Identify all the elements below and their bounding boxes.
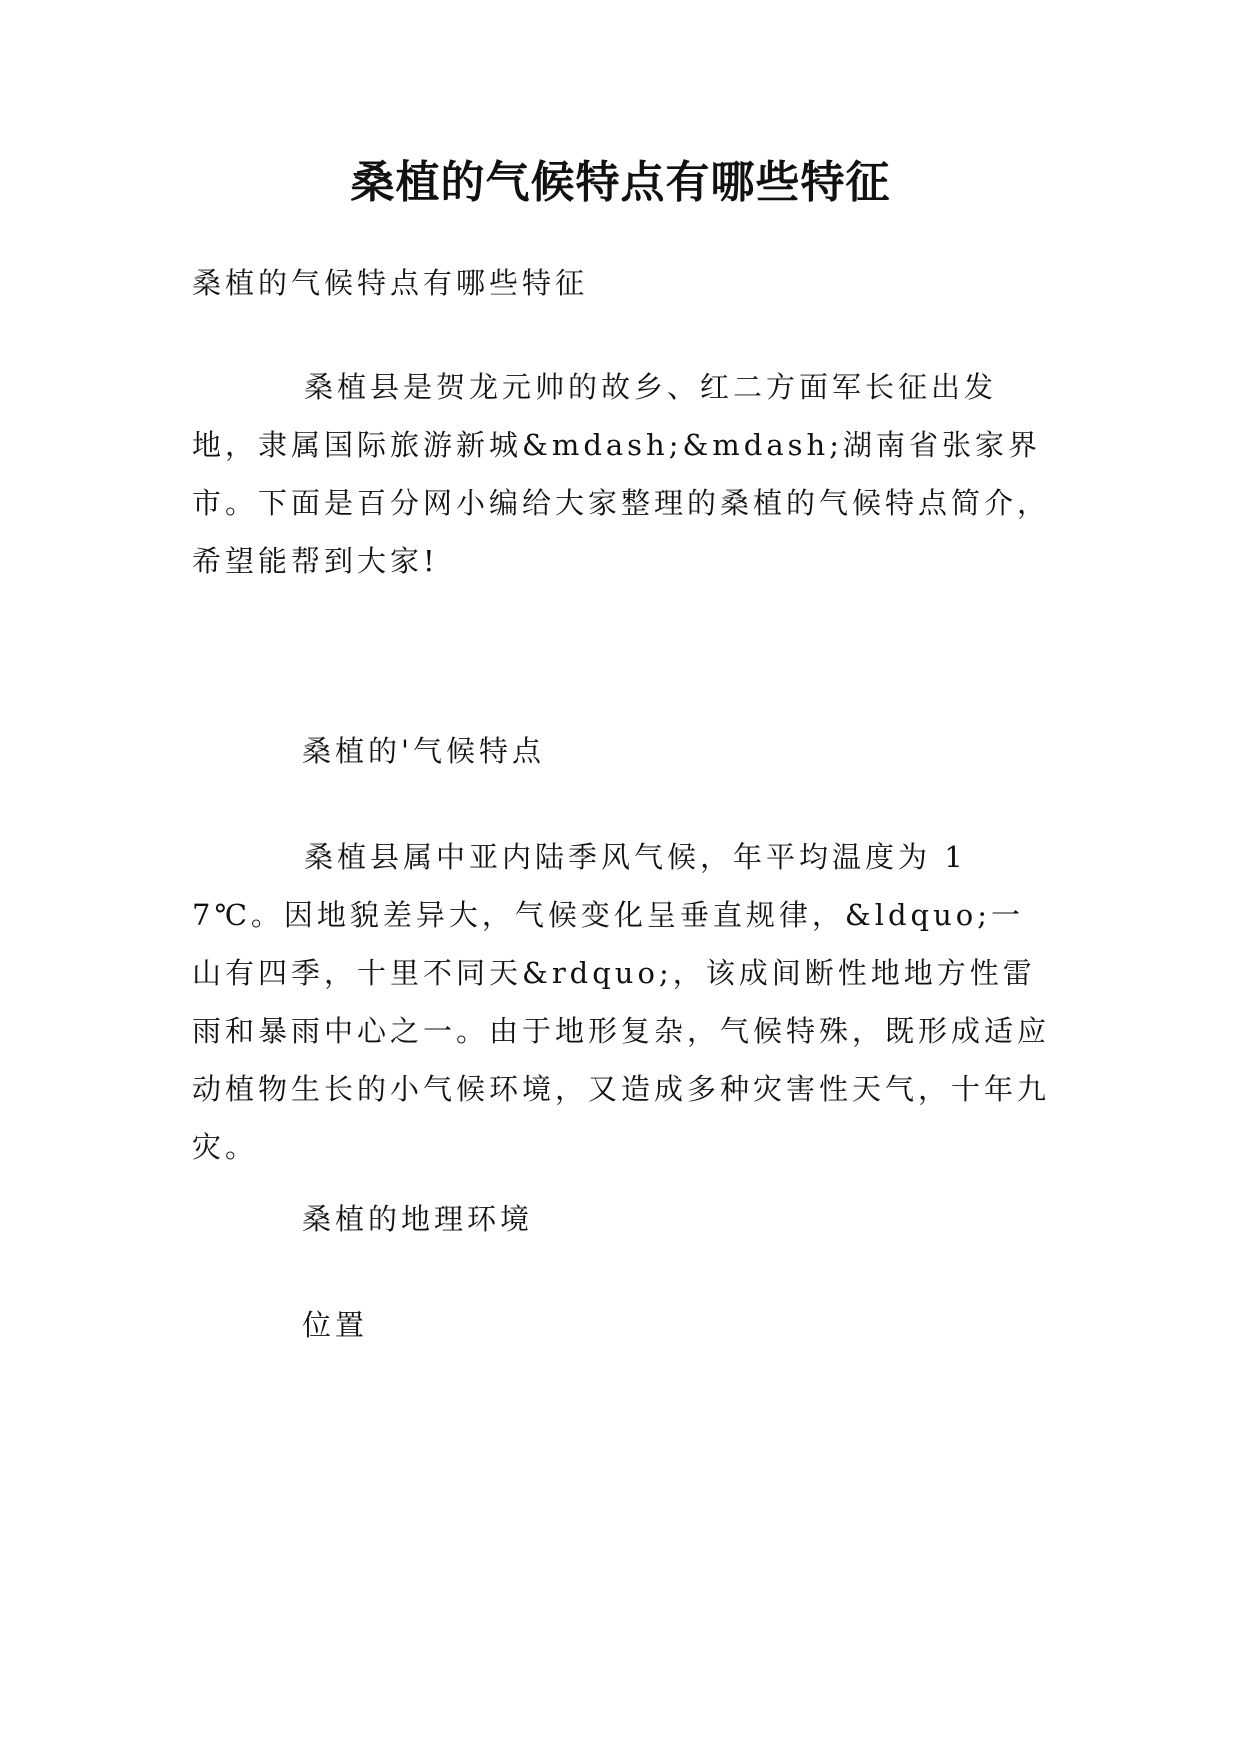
document-title: 桑植的气候特点有哪些特征 [350,157,891,208]
section-heading-climate: 桑植的'气候特点 [302,734,545,768]
climate-paragraph: 桑植县属中亚内陆季风气候，年平均温度为 17℃。因地貌差异大，气候变化呈垂直规律，&ldquo;一山有四季，十里不同天&rdquo;，该成间断性地地方性雷雨和暴雨中心之一。由于地形复杂，气候特殊，既形成适应动植物生长的小气候环境，又造成多种灾害性天气，十年九灾。 [192,840,1051,1164]
section-heading-geography: 桑植的地理环境 [302,1202,534,1236]
subsection-heading-location: 位置 [302,1308,369,1342]
intro-paragraph: 桑植县是贺龙元帅的故乡、红二方面军长征出发地，隶属国际旅游新城&mdash;&mdash;湖南省张家界市。下面是百分网小编给大家整理的桑植的气候特点简介，希望能帮到大家! [192,370,1051,578]
document-subtitle: 桑植的气候特点有哪些特征 [192,266,589,300]
